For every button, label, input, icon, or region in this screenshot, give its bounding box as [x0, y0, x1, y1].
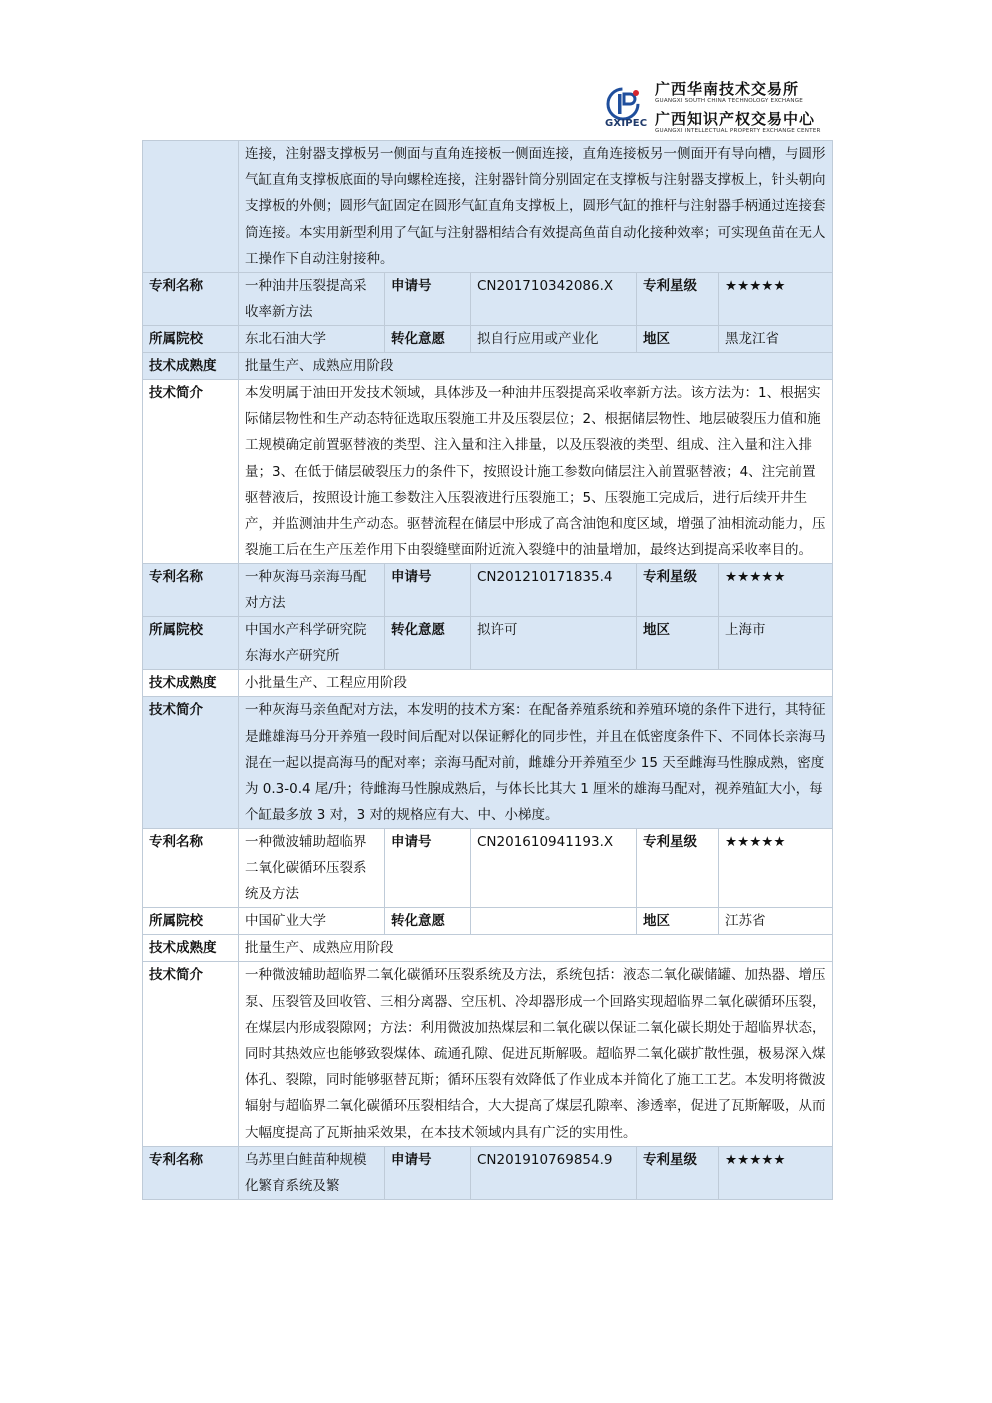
table-row — [143, 908, 833, 935]
label-maturity: 技术成熟度 — [143, 935, 239, 962]
label-intro: 技术简介 — [143, 697, 239, 829]
table-row — [143, 326, 833, 353]
table-row — [143, 617, 833, 670]
label-name: 专利名称 — [143, 1146, 239, 1199]
patent-name: 一种油井压裂提高采收率新方法 — [239, 273, 385, 326]
patent-name: 一种微波辅助超临界二氧化碳循环压裂系统及方法 — [239, 829, 385, 908]
label-school: 所属院校 — [143, 326, 239, 353]
label-appno: 申请号 — [385, 1146, 471, 1199]
label-maturity: 技术成熟度 — [143, 353, 239, 380]
patent-intro: 一种灰海马亲鱼配对方法，本发明的技术方案：在配备养殖系统和养殖环境的条件下进行，其特征是雌雄海马分开养殖一段时间后配对以保证孵化的同步性，并且在低密度条件下、不同体长亲海马混在一起以提高海马的配对率；亲海马配对前，雌雄分开养殖至少 15 天至雌海马性腺成熟，密度为 0.3-0.4 尾/升；待雌海马性腺成熟后，与体长比其大 1 厘米的雄海马配对，视养殖缸大小，每个缸最多放 3 对，3 对的规格应有大、中、小梯度。 — [239, 697, 833, 829]
table-row — [143, 697, 833, 829]
patent-appno: CN201710342086.X — [471, 273, 637, 326]
patent-school: 东北石油大学 — [239, 326, 385, 353]
patent-intent: 拟自行应用或产业化 — [471, 326, 637, 353]
label-star: 专利星级 — [637, 829, 719, 908]
label-region: 地区 — [637, 326, 719, 353]
table-row — [143, 273, 833, 326]
label-star: 专利星级 — [637, 564, 719, 617]
patent-region: 江苏省 — [719, 908, 833, 935]
patent-stars: ★★★★★ — [719, 1146, 833, 1199]
label-star: 专利星级 — [637, 273, 719, 326]
org2-name-cn: 广西知识产权交易中心 — [655, 110, 816, 128]
label-school: 所属院校 — [143, 908, 239, 935]
label-intro: 技术简介 — [143, 380, 239, 564]
label-appno: 申请号 — [385, 564, 471, 617]
table-row — [143, 1146, 833, 1199]
patent-intro: 一种微波辅助超临界二氧化碳循环压裂系统及方法，系统包括：液态二氧化碳储罐、加热器、增压泵、压裂管及回收管、三相分离器、空压机、冷却器形成一个回路实现超临界二氧化碳循环压裂，在煤层内形成裂隙网；方法：利用微波加热煤层和二氧化碳以保证二氧化碳长期处于超临界状态，同时其热效应也能够致裂煤体、疏通孔隙、促进瓦斯解吸。超临界二氧化碳扩散性强，极易深入煤体孔、裂隙，同时能够驱替瓦斯；循环压裂有效降低了作业成本并简化了施工工艺。本发明将微波辐射与超临界二氧化碳循环压裂相结合，大大提高了煤层孔隙率、渗透率，促进了瓦斯解吸，从而大幅度提高了瓦斯抽采效果，在本技术领域内具有广泛的实用性。 — [239, 962, 833, 1146]
patent-intro: 本发明属于油田开发技术领域，具体涉及一种油井压裂提高采收率新方法。该方法为：1、根据实际储层物性和生产动态特征选取压裂施工井及压裂层位；2、根据储层物性、地层破裂压力值和施工规模确定前置驱替液的类型、注入量和注入排量，以及压裂液的类型、组成、注入量和注入排量；3、在低于储层破裂压力的条件下，按照设计施工参数向储层注入前置驱替液；4、注完前置驱替液后，按照设计施工参数注入压裂液进行压裂施工；5、压裂施工完成后，进行后续开井生产，并监测油井生产动态。驱替流程在储层中形成了高含油饱和度区域，增强了油相流动能力，压裂施工后在生产压差作用下由裂缝壁面附近流入裂缝中的油量增加，最终达到提高采收率目的。 — [239, 380, 833, 564]
label-appno: 申请号 — [385, 829, 471, 908]
patent-intent: 拟许可 — [471, 617, 637, 670]
continuation-text: 连接，注射器支撑板另一侧面与直角连接板一侧面连接，直角连接板另一侧面开有导向槽，与圆形气缸直角支撑板底面的导向螺栓连接，注射器针筒分别固定在支撑板与注射器支撑板上，针头朝向支撑板的外侧；圆形气缸固定在圆形气缸直角支撑板上，圆形气缸的推杆与注射器手柄通过连接套筒连接。本实用新型利用了气缸与注射器相结合有效提高鱼苗自动化接种效率；可实现鱼苗在无人工操作下自动注射接种。 — [239, 141, 833, 273]
patent-maturity: 批量生产、成熟应用阶段 — [239, 935, 833, 962]
patent-region: 黑龙江省 — [719, 326, 833, 353]
patent-name: 乌苏里白鲑苗种规模化繁育系统及繁 — [239, 1146, 385, 1199]
patent-appno: CN201210171835.4 — [471, 564, 637, 617]
patent-table — [142, 140, 833, 1200]
table-row — [143, 141, 833, 273]
patent-region: 上海市 — [719, 617, 833, 670]
patent-school: 中国水产科学研究院东海水产研究所 — [239, 617, 385, 670]
patent-maturity: 小批量生产、工程应用阶段 — [239, 670, 833, 697]
label-star: 专利星级 — [637, 1146, 719, 1199]
patent-appno: CN201910769854.9 — [471, 1146, 637, 1199]
org2-name-en: GUANGXI INTELLECTUAL PROPERTY EXCHANGE CENTER — [655, 128, 821, 134]
patent-stars: ★★★★★ — [719, 273, 833, 326]
label-intent: 转化意愿 — [385, 617, 471, 670]
org-name-en: GUANGXI SOUTH CHINA TECHNOLOGY EXCHANGE — [655, 98, 804, 104]
label-intent: 转化意愿 — [385, 908, 471, 935]
table-row — [143, 564, 833, 617]
label-region: 地区 — [637, 908, 719, 935]
table-row — [143, 962, 833, 1146]
patent-intent — [471, 908, 637, 935]
patent-appno: CN201610941193.X — [471, 829, 637, 908]
table-row — [143, 829, 833, 908]
logo-acronym: GXIPEC — [605, 118, 648, 129]
table-row — [143, 380, 833, 564]
label-name: 专利名称 — [143, 564, 239, 617]
patent-name: 一种灰海马亲海马配对方法 — [239, 564, 385, 617]
label-region: 地区 — [637, 617, 719, 670]
page-header — [605, 78, 835, 136]
label-appno: 申请号 — [385, 273, 471, 326]
patent-school: 中国矿业大学 — [239, 908, 385, 935]
table-row — [143, 353, 833, 380]
label-maturity: 技术成熟度 — [143, 670, 239, 697]
label-intro: 技术简介 — [143, 962, 239, 1146]
label-school: 所属院校 — [143, 617, 239, 670]
table-row — [143, 935, 833, 962]
patent-stars: ★★★★★ — [719, 564, 833, 617]
label-intent: 转化意愿 — [385, 326, 471, 353]
table-row — [143, 670, 833, 697]
label-name: 专利名称 — [143, 829, 239, 908]
org-name-cn: 广西华南技术交易所 — [655, 80, 800, 98]
label-name: 专利名称 — [143, 273, 239, 326]
patent-stars: ★★★★★ — [719, 829, 833, 908]
patent-maturity: 批量生产、成熟应用阶段 — [239, 353, 833, 380]
